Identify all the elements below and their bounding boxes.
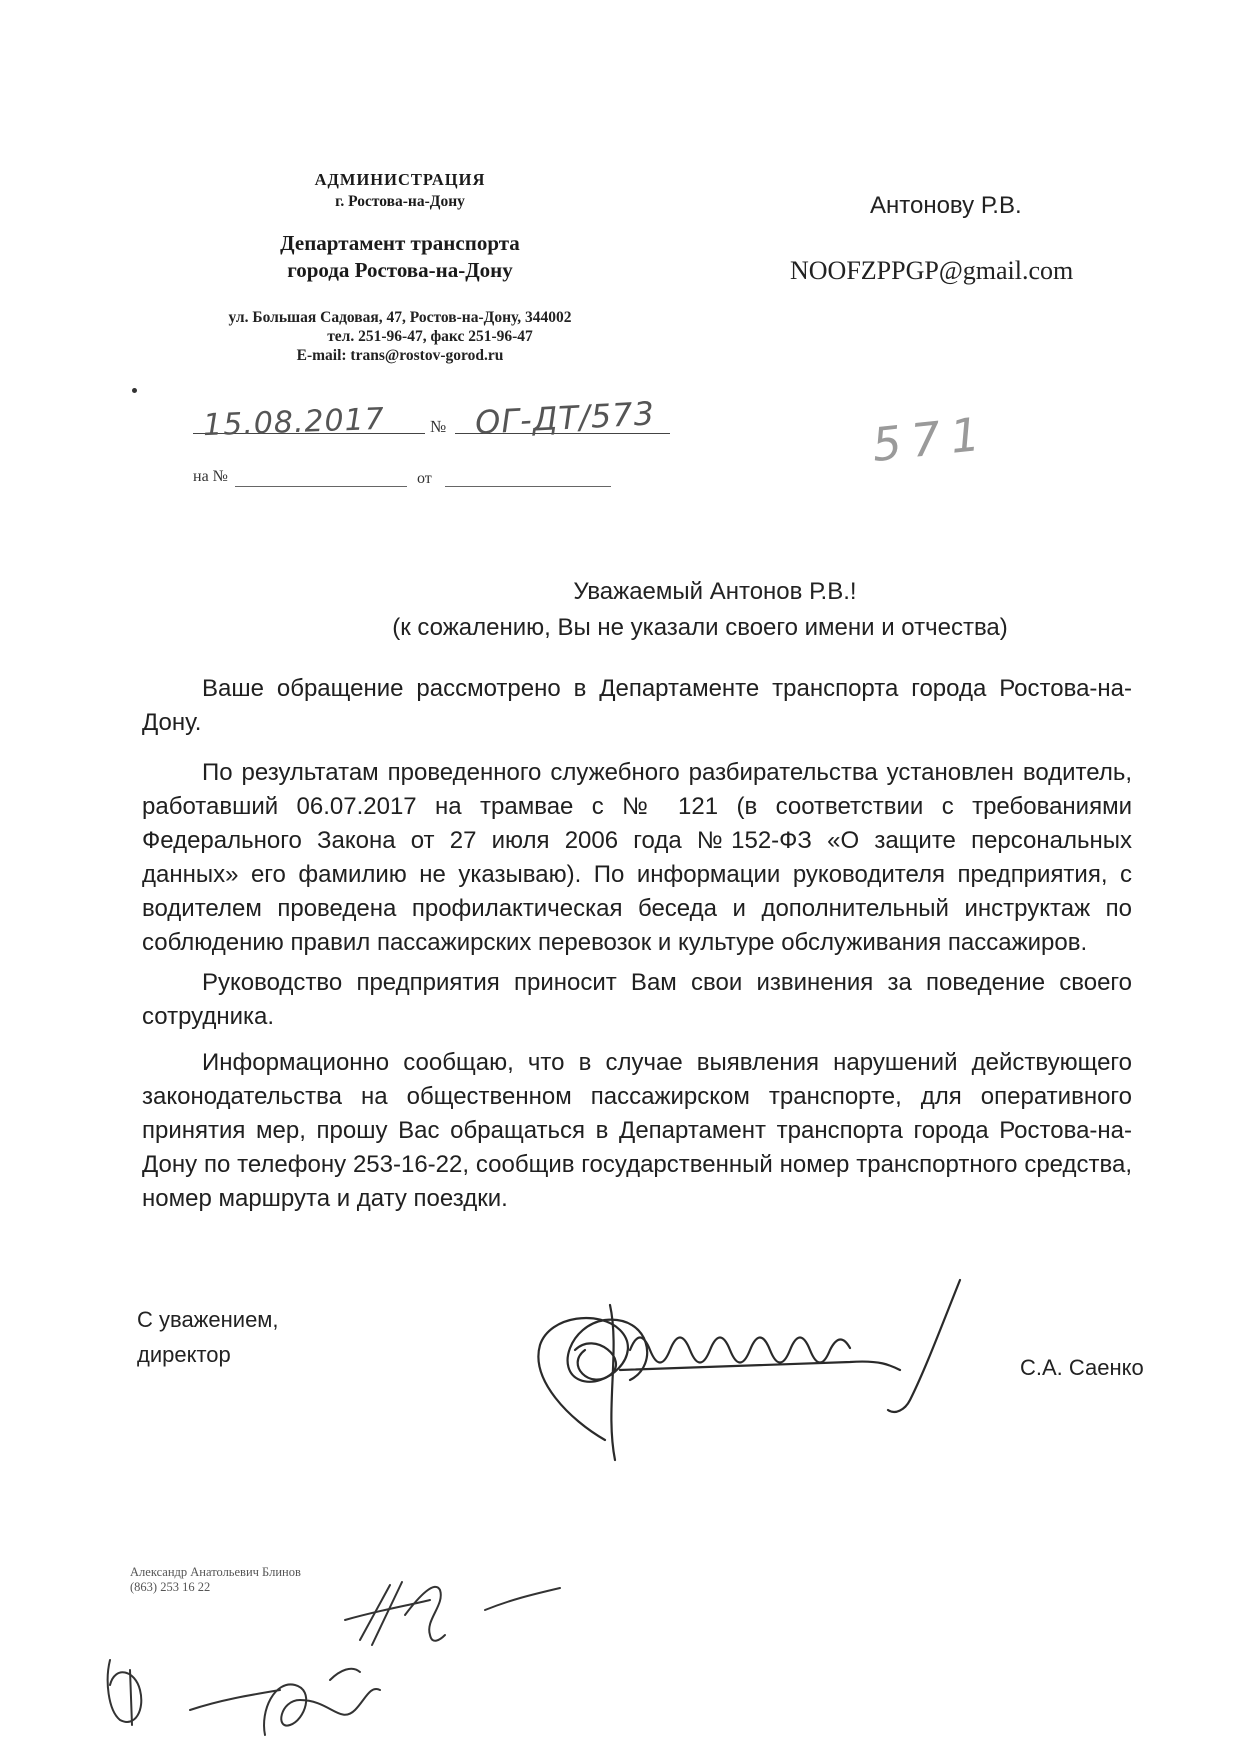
registration-number-label: № xyxy=(430,417,447,436)
recipient-email: NOOFZPPGP@gmail.com xyxy=(790,256,1074,285)
department-name-line2: города Ростова-на-Дону xyxy=(287,258,513,282)
incoming-from-label: от xyxy=(417,470,432,487)
body-paragraph-2: По результатам проведенного служебного разбирательства установлен водитель, работавший 06.07.2017 на трамвае с № 121 (в соответствии с требованиями Федерального Закона от 27 июля 2006 года №152-ФЗ «О защите персональных данных» его фамилию не указываю). По информации руководителя предприятия, с водителем проведена профилактическая беседа и дополнительный инструктаж по соблюдению правил пассажирских перевозок и культуре обслуживания пассажиров. xyxy=(142,759,1132,956)
closing-block xyxy=(137,1302,279,1372)
sender-phone-fax: тел. 251-96-47, факс 251-96-47 xyxy=(327,328,533,345)
sender-block xyxy=(150,170,650,365)
registration-number: ОГ-ДТ/573 xyxy=(474,394,656,442)
scan-mark xyxy=(132,388,137,393)
salutation-greeting: Уважаемый Антонов Р.В.! xyxy=(573,578,857,605)
org-city: г. Ростова-на-Дону xyxy=(335,193,465,210)
sender-address: ул. Большая Садовая, 47, Ростов-на-Дону, 344002 xyxy=(228,309,572,326)
executor-phone: (863) 253 16 22 xyxy=(130,1580,211,1594)
signatory-name: С.А. Саенко xyxy=(1020,1355,1144,1380)
org-title: АДМИНИСТРАЦИЯ xyxy=(314,170,486,189)
pencil-incoming-number: 571 xyxy=(869,405,993,473)
executor-name: Александр Анатольевич Блинов xyxy=(130,1565,301,1579)
registration-line xyxy=(193,394,673,445)
sender-email: E-mail: trans@rostov-gorod.ru xyxy=(296,347,504,364)
incoming-number-field xyxy=(235,486,407,487)
closing-position: директор xyxy=(137,1342,231,1367)
recipient-block xyxy=(790,192,1150,286)
approval-signatures xyxy=(90,1560,610,1750)
department-name-line1: Департамент транспорта xyxy=(280,231,520,255)
incoming-reference-line xyxy=(193,468,613,492)
recipient-name: Антонову Р.В. xyxy=(870,192,1022,219)
body-paragraph-4: Информационно сообщаю, что в случае выявления нарушений действующего законодательства на общественном пассажирском транспорте, для оперативного принятия мер, прошу Вас обращаться в Департамент транспорта города Ростова-на-Дону по телефону 253-16-22, сообщив государственный номер транспортного средства, номер маршрута и дату поездки. xyxy=(142,1049,1132,1212)
body-paragraph-3: Руководство предприятия приносит Вам свои извинения за поведение своего сотрудника. xyxy=(142,969,1132,1030)
closing-regards: С уважением, xyxy=(137,1307,279,1332)
incoming-from-field xyxy=(445,486,611,487)
director-signature xyxy=(510,1270,1030,1470)
salutation-note: (к сожалению, Вы не указали своего имени и отчества) xyxy=(392,614,1008,641)
incoming-number-label: на № xyxy=(193,468,228,485)
registration-date: 15.08.2017 xyxy=(202,401,386,444)
letter-body xyxy=(142,672,1132,1216)
salutation xyxy=(300,578,1100,642)
body-paragraph-1: Ваше обращение рассмотрено в Департаменте транспорта города Ростова-на-Дону. xyxy=(142,675,1132,736)
